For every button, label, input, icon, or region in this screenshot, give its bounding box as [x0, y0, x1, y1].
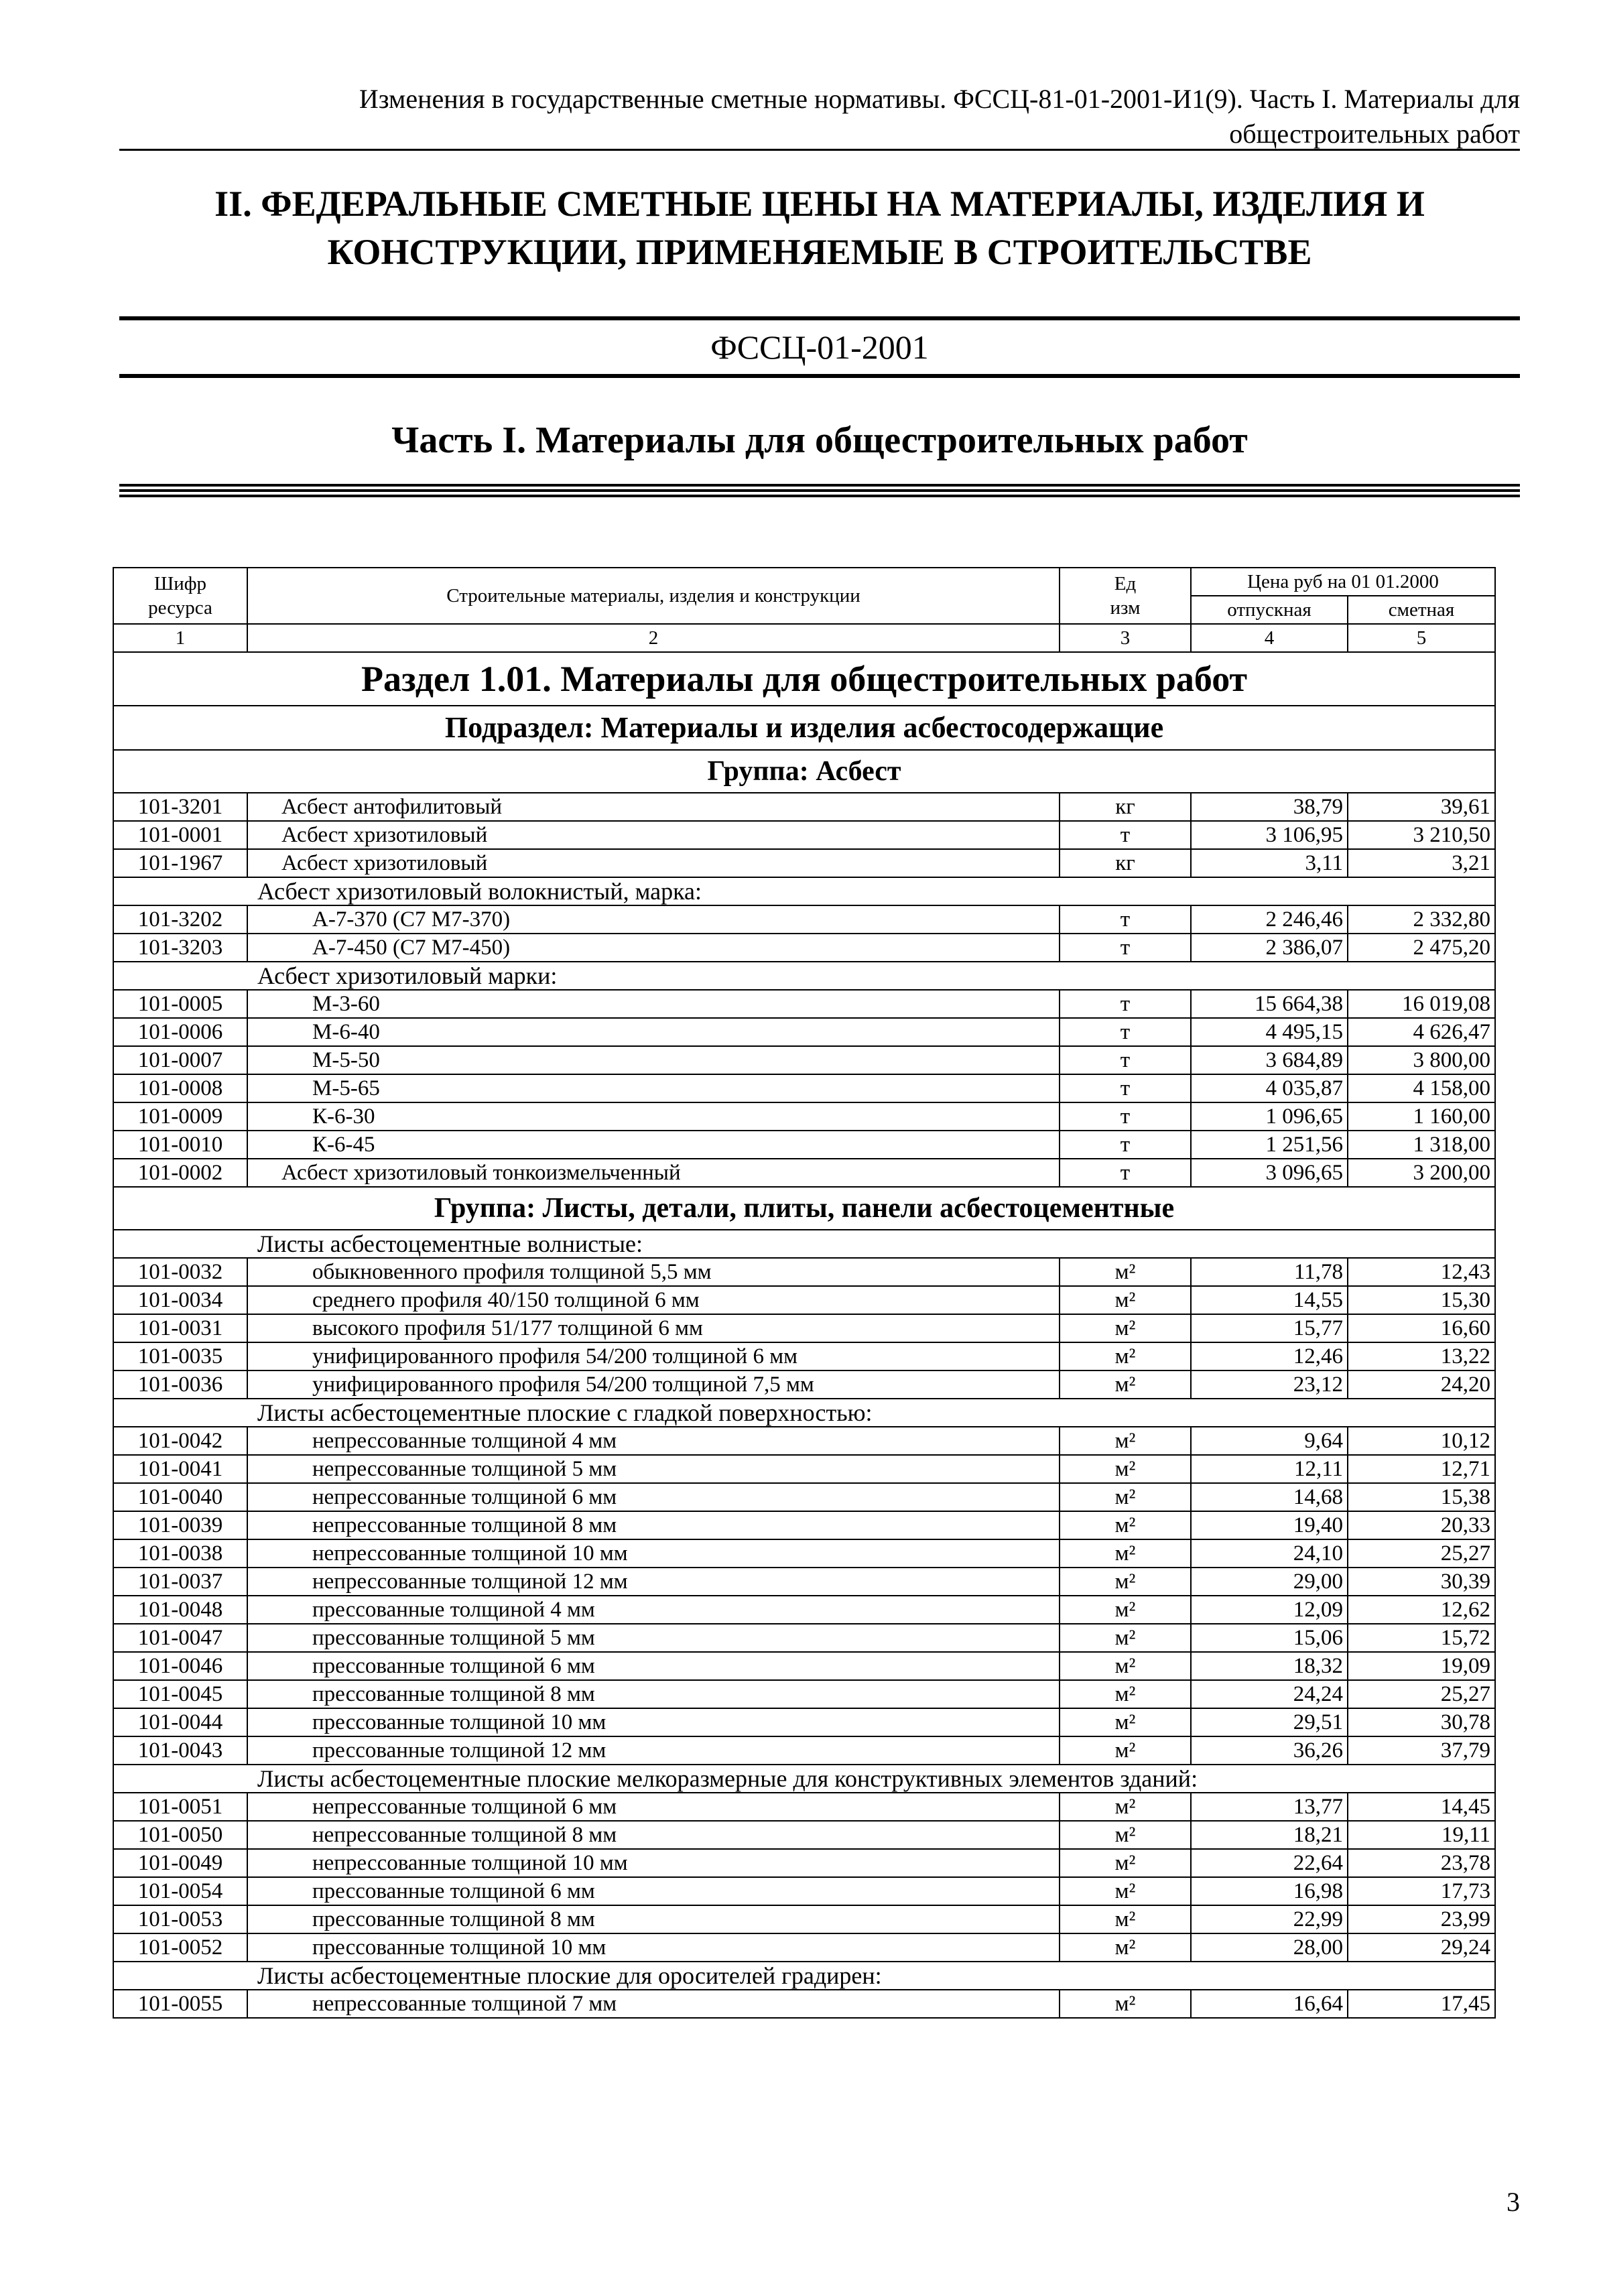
resource-code-cell: 101-1967 — [113, 849, 247, 877]
estimate-price-cell: 3 210,50 — [1348, 821, 1495, 849]
table-row — [113, 990, 1495, 1018]
release-price-cell: 15,06 — [1191, 1624, 1348, 1652]
table-row — [113, 1159, 1495, 1187]
estimate-price-cell: 30,78 — [1348, 1708, 1495, 1736]
table-row — [113, 1933, 1495, 1962]
header-release-price: отпускная — [1191, 596, 1348, 624]
unit-cell: м² — [1060, 1990, 1191, 2018]
unit-cell: т — [1060, 1102, 1191, 1131]
release-price-cell: 16,98 — [1191, 1877, 1348, 1905]
resource-code-cell: 101-0045 — [113, 1680, 247, 1708]
unit-cell: т — [1060, 1018, 1191, 1046]
release-price-cell: 14,68 — [1191, 1483, 1348, 1511]
resource-code-cell: 101-0046 — [113, 1652, 247, 1680]
material-name-cell: А-7-370 (С7 М7-370) — [247, 905, 1060, 934]
material-name-cell: К-6-30 — [247, 1102, 1060, 1131]
table-row — [113, 1539, 1495, 1568]
unit-cell: м² — [1060, 1708, 1191, 1736]
material-name-cell: непрессованные толщиной 7 мм — [247, 1990, 1060, 2018]
material-name-cell: прессованные толщиной 6 мм — [247, 1652, 1060, 1680]
table-row — [113, 1568, 1495, 1596]
unit-cell: т — [1060, 821, 1191, 849]
resource-code-cell: 101-0049 — [113, 1849, 247, 1877]
header-code — [113, 568, 247, 624]
resource-code-cell: 101-3203 — [113, 934, 247, 962]
table-row — [113, 1511, 1495, 1539]
unit-cell: м² — [1060, 1821, 1191, 1849]
table-row — [113, 1877, 1495, 1905]
caption-row — [113, 1230, 1495, 1258]
material-name-cell: Асбест антофилитовый — [247, 793, 1060, 821]
resource-code-cell: 101-0034 — [113, 1286, 247, 1314]
group-row — [113, 750, 1495, 793]
unit-cell: м² — [1060, 1539, 1191, 1568]
unit-cell: т — [1060, 1159, 1191, 1187]
header-estimate-price: сметная — [1348, 596, 1495, 624]
release-price-cell: 29,00 — [1191, 1568, 1348, 1596]
subsection-row — [113, 706, 1495, 750]
release-price-cell: 1 096,65 — [1191, 1102, 1348, 1131]
caption-row — [113, 877, 1495, 905]
price-table — [113, 567, 1496, 2019]
material-name-cell: обыкновенного профиля толщиной 5,5 мм — [247, 1258, 1060, 1286]
material-name-cell: унифицированного профиля 54/200 толщиной 6 мм — [247, 1342, 1060, 1370]
running-head-rule — [119, 149, 1520, 151]
code-title-top-rule — [119, 316, 1520, 320]
release-price-cell: 19,40 — [1191, 1511, 1348, 1539]
unit-cell: м² — [1060, 1624, 1191, 1652]
release-price-cell: 2 246,46 — [1191, 905, 1348, 934]
unit-cell: м² — [1060, 1933, 1191, 1962]
release-price-cell: 36,26 — [1191, 1736, 1348, 1765]
unit-cell: м² — [1060, 1314, 1191, 1342]
table-row — [113, 1708, 1495, 1736]
unit-cell: м² — [1060, 1877, 1191, 1905]
estimate-price-cell: 15,72 — [1348, 1624, 1495, 1652]
unit-cell: т — [1060, 1131, 1191, 1159]
table-row — [113, 934, 1495, 962]
table-body — [113, 652, 1495, 2018]
resource-code-cell: 101-0037 — [113, 1568, 247, 1596]
table-row — [113, 1455, 1495, 1483]
material-name-cell: прессованные толщиной 10 мм — [247, 1708, 1060, 1736]
estimate-price-cell: 19,11 — [1348, 1821, 1495, 1849]
group-heading: Группа: Листы, детали, плиты, панели асбестоцементные — [113, 1187, 1495, 1230]
unit-cell: м² — [1060, 1370, 1191, 1399]
unit-cell: кг — [1060, 849, 1191, 877]
unit-cell: м² — [1060, 1258, 1191, 1286]
resource-code-cell: 101-0047 — [113, 1624, 247, 1652]
table-header — [113, 568, 1495, 652]
table-row — [113, 1793, 1495, 1821]
table-row — [113, 1680, 1495, 1708]
estimate-price-cell: 3,21 — [1348, 849, 1495, 877]
resource-code-cell: 101-3201 — [113, 793, 247, 821]
estimate-price-cell: 1 160,00 — [1348, 1102, 1495, 1131]
col-number-4: 4 — [1191, 624, 1348, 652]
estimate-price-cell: 17,45 — [1348, 1990, 1495, 2018]
table-row — [113, 1258, 1495, 1286]
resource-code-cell: 101-0050 — [113, 1821, 247, 1849]
resource-code-cell: 101-0035 — [113, 1342, 247, 1370]
table-row — [113, 1286, 1495, 1314]
section-title — [119, 180, 1520, 276]
caption-text: Листы асбестоцементные плоские с гладкой поверхностью: — [113, 1399, 1495, 1427]
estimate-price-cell: 20,33 — [1348, 1511, 1495, 1539]
unit-cell: м² — [1060, 1793, 1191, 1821]
material-name-cell: Асбест хризотиловый — [247, 821, 1060, 849]
resource-code-cell: 101-0048 — [113, 1596, 247, 1624]
material-name-cell: непрессованные толщиной 8 мм — [247, 1821, 1060, 1849]
unit-cell: кг — [1060, 793, 1191, 821]
material-name-cell: прессованные толщиной 8 мм — [247, 1905, 1060, 1933]
header-unit-line2: изм — [1110, 597, 1141, 619]
table-row — [113, 821, 1495, 849]
col-number-5: 5 — [1348, 624, 1495, 652]
estimate-price-cell: 23,78 — [1348, 1849, 1495, 1877]
col-number-2: 2 — [247, 624, 1060, 652]
caption-row — [113, 1962, 1495, 1990]
release-price-cell: 9,64 — [1191, 1427, 1348, 1455]
estimate-price-cell: 15,30 — [1348, 1286, 1495, 1314]
unit-cell: м² — [1060, 1905, 1191, 1933]
material-name-cell: непрессованные толщиной 12 мм — [247, 1568, 1060, 1596]
material-name-cell: непрессованные толщиной 10 мм — [247, 1849, 1060, 1877]
unit-cell: т — [1060, 934, 1191, 962]
caption-text: Асбест хризотиловый волокнистый, марка: — [113, 877, 1495, 905]
estimate-price-cell: 14,45 — [1348, 1793, 1495, 1821]
release-price-cell: 29,51 — [1191, 1708, 1348, 1736]
section-row — [113, 652, 1495, 706]
unit-cell: м² — [1060, 1568, 1191, 1596]
caption-text: Листы асбестоцементные волнистые: — [113, 1230, 1495, 1258]
resource-code-cell: 101-0053 — [113, 1905, 247, 1933]
material-name-cell: унифицированного профиля 54/200 толщиной 7,5 мм — [247, 1370, 1060, 1399]
release-price-cell: 3 684,89 — [1191, 1046, 1348, 1074]
table-row — [113, 849, 1495, 877]
caption-row — [113, 962, 1495, 990]
material-name-cell: непрессованные толщиной 8 мм — [247, 1511, 1060, 1539]
table-row — [113, 1314, 1495, 1342]
resource-code-cell: 101-0007 — [113, 1046, 247, 1074]
subsection-heading: Подраздел: Материалы и изделия асбестосодержащие — [113, 706, 1495, 750]
release-price-cell: 22,99 — [1191, 1905, 1348, 1933]
unit-cell: м² — [1060, 1849, 1191, 1877]
resource-code-cell: 101-0055 — [113, 1990, 247, 2018]
section-title-line2: КОНСТРУКЦИИ, ПРИМЕНЯЕМЫЕ В СТРОИТЕЛЬСТВЕ — [327, 232, 1312, 272]
estimate-price-cell: 23,99 — [1348, 1905, 1495, 1933]
running-head — [119, 82, 1520, 151]
material-name-cell: высокого профиля 51/177 толщиной 6 мм — [247, 1314, 1060, 1342]
table-row — [113, 1427, 1495, 1455]
table-row — [113, 1018, 1495, 1046]
header-code-line1: Шифр — [153, 573, 207, 594]
part-title-rule-1 — [119, 484, 1520, 487]
resource-code-cell: 101-0043 — [113, 1736, 247, 1765]
unit-cell: т — [1060, 905, 1191, 934]
estimate-price-cell: 17,73 — [1348, 1877, 1495, 1905]
code-title-bottom-rule — [119, 374, 1520, 378]
table-row — [113, 1652, 1495, 1680]
col-number-1: 1 — [113, 624, 247, 652]
material-name-cell: М-3-60 — [247, 990, 1060, 1018]
estimate-price-cell: 13,22 — [1348, 1342, 1495, 1370]
header-code-line2: ресурса — [148, 597, 212, 619]
material-name-cell: прессованные толщиной 12 мм — [247, 1736, 1060, 1765]
material-name-cell: непрессованные толщиной 4 мм — [247, 1427, 1060, 1455]
col-number-3: 3 — [1060, 624, 1191, 652]
resource-code-cell: 101-0038 — [113, 1539, 247, 1568]
unit-cell: т — [1060, 1046, 1191, 1074]
estimate-price-cell: 24,20 — [1348, 1370, 1495, 1399]
resource-code-cell: 101-0032 — [113, 1258, 247, 1286]
resource-code-cell: 101-0008 — [113, 1074, 247, 1102]
release-price-cell: 12,46 — [1191, 1342, 1348, 1370]
material-name-cell: А-7-450 (С7 М7-450) — [247, 934, 1060, 962]
estimate-price-cell: 19,09 — [1348, 1652, 1495, 1680]
resource-code-cell: 101-0031 — [113, 1314, 247, 1342]
table-row — [113, 1736, 1495, 1765]
resource-code-cell: 101-0039 — [113, 1511, 247, 1539]
resource-code-cell: 101-0005 — [113, 990, 247, 1018]
material-name-cell: непрессованные толщиной 5 мм — [247, 1455, 1060, 1483]
estimate-price-cell: 10,12 — [1348, 1427, 1495, 1455]
material-name-cell: М-5-65 — [247, 1074, 1060, 1102]
running-head-line1: Изменения в государственные сметные нормативы. ФССЦ-81-01-2001-И1(9). Часть I. Материалы для — [359, 84, 1520, 114]
resource-code-cell: 101-0010 — [113, 1131, 247, 1159]
header-unit-line1: Ед — [1114, 573, 1137, 594]
estimate-price-cell: 4 626,47 — [1348, 1018, 1495, 1046]
unit-cell: м² — [1060, 1680, 1191, 1708]
estimate-price-cell: 29,24 — [1348, 1933, 1495, 1962]
resource-code-cell: 101-0002 — [113, 1159, 247, 1187]
release-price-cell: 24,24 — [1191, 1680, 1348, 1708]
table-row — [113, 1624, 1495, 1652]
estimate-price-cell: 25,27 — [1348, 1680, 1495, 1708]
estimate-price-cell: 15,38 — [1348, 1483, 1495, 1511]
table-row — [113, 1821, 1495, 1849]
header-name: Строительные материалы, изделия и конструкции — [247, 568, 1060, 624]
material-name-cell: Асбест хризотиловый — [247, 849, 1060, 877]
table-row — [113, 1370, 1495, 1399]
release-price-cell: 1 251,56 — [1191, 1131, 1348, 1159]
release-price-cell: 15 664,38 — [1191, 990, 1348, 1018]
material-name-cell: прессованные толщиной 5 мм — [247, 1624, 1060, 1652]
estimate-price-cell: 3 800,00 — [1348, 1046, 1495, 1074]
resource-code-cell: 101-0009 — [113, 1102, 247, 1131]
table-row — [113, 793, 1495, 821]
resource-code-cell: 101-0041 — [113, 1455, 247, 1483]
resource-code-cell: 101-0044 — [113, 1708, 247, 1736]
release-price-cell: 22,64 — [1191, 1849, 1348, 1877]
material-name-cell: М-5-50 — [247, 1046, 1060, 1074]
estimate-price-cell: 12,43 — [1348, 1258, 1495, 1286]
release-price-cell: 3 096,65 — [1191, 1159, 1348, 1187]
group-heading: Группа: Асбест — [113, 750, 1495, 793]
caption-text: Листы асбестоцементные плоские для оросителей градирен: — [113, 1962, 1495, 1990]
resource-code-cell: 101-0040 — [113, 1483, 247, 1511]
table-row — [113, 1483, 1495, 1511]
part-title-rule-3 — [119, 495, 1520, 497]
page-number: 3 — [1507, 2187, 1520, 2217]
resource-code-cell: 101-0051 — [113, 1793, 247, 1821]
estimate-price-cell: 25,27 — [1348, 1539, 1495, 1568]
material-name-cell: непрессованные толщиной 6 мм — [247, 1793, 1060, 1821]
header-unit — [1060, 568, 1191, 624]
table-row — [113, 1131, 1495, 1159]
material-name-cell: прессованные толщиной 8 мм — [247, 1680, 1060, 1708]
material-name-cell: непрессованные толщиной 10 мм — [247, 1539, 1060, 1568]
estimate-price-cell: 2 332,80 — [1348, 905, 1495, 934]
unit-cell: м² — [1060, 1652, 1191, 1680]
caption-row — [113, 1399, 1495, 1427]
estimate-price-cell: 12,71 — [1348, 1455, 1495, 1483]
release-price-cell: 15,77 — [1191, 1314, 1348, 1342]
material-name-cell: М-6-40 — [247, 1018, 1060, 1046]
table-row — [113, 1905, 1495, 1933]
estimate-price-cell: 12,62 — [1348, 1596, 1495, 1624]
price-table-wrap — [113, 567, 1494, 2019]
release-price-cell: 3 106,95 — [1191, 821, 1348, 849]
section-title-line1: II. ФЕДЕРАЛЬНЫЕ СМЕТНЫЕ ЦЕНЫ НА МАТЕРИАЛЫ, ИЗДЕЛИЯ И — [214, 184, 1425, 224]
table-row — [113, 1342, 1495, 1370]
table-row — [113, 1102, 1495, 1131]
table-row — [113, 1849, 1495, 1877]
unit-cell: т — [1060, 990, 1191, 1018]
part-title: Часть I. Материалы для общестроительных работ — [391, 420, 1248, 461]
material-name-cell: К-6-45 — [247, 1131, 1060, 1159]
estimate-price-cell: 37,79 — [1348, 1736, 1495, 1765]
table-row — [113, 1990, 1495, 2018]
release-price-cell: 2 386,07 — [1191, 934, 1348, 962]
material-name-cell: среднего профиля 40/150 толщиной 6 мм — [247, 1286, 1060, 1314]
estimate-price-cell: 39,61 — [1348, 793, 1495, 821]
table-row — [113, 905, 1495, 934]
material-name-cell: прессованные толщиной 4 мм — [247, 1596, 1060, 1624]
release-price-cell: 28,00 — [1191, 1933, 1348, 1962]
table-row — [113, 1074, 1495, 1102]
running-head-line2: общестроительных работ — [1229, 119, 1520, 149]
caption-text: Листы асбестоцементные плоские мелкоразмерные для конструктивных элементов зданий: — [113, 1765, 1495, 1793]
release-price-cell: 11,78 — [1191, 1258, 1348, 1286]
resource-code-cell: 101-0036 — [113, 1370, 247, 1399]
unit-cell: т — [1060, 1074, 1191, 1102]
release-price-cell: 23,12 — [1191, 1370, 1348, 1399]
material-name-cell: прессованные толщиной 10 мм — [247, 1933, 1060, 1962]
release-price-cell: 24,10 — [1191, 1539, 1348, 1568]
release-price-cell: 18,32 — [1191, 1652, 1348, 1680]
resource-code-cell: 101-0042 — [113, 1427, 247, 1455]
material-name-cell: прессованные толщиной 6 мм — [247, 1877, 1060, 1905]
caption-text: Асбест хризотиловый марки: — [113, 962, 1495, 990]
table-row — [113, 1596, 1495, 1624]
unit-cell: м² — [1060, 1596, 1191, 1624]
unit-cell: м² — [1060, 1483, 1191, 1511]
header-price: Цена руб на 01 01.2000 — [1191, 568, 1495, 596]
group-row — [113, 1187, 1495, 1230]
material-name-cell: Асбест хризотиловый тонкоизмельченный — [247, 1159, 1060, 1187]
estimate-price-cell: 3 200,00 — [1348, 1159, 1495, 1187]
estimate-price-cell: 16 019,08 — [1348, 990, 1495, 1018]
resource-code-cell: 101-3202 — [113, 905, 247, 934]
unit-cell: м² — [1060, 1427, 1191, 1455]
table-row — [113, 1046, 1495, 1074]
release-price-cell: 12,11 — [1191, 1455, 1348, 1483]
release-price-cell: 13,77 — [1191, 1793, 1348, 1821]
estimate-price-cell: 4 158,00 — [1348, 1074, 1495, 1102]
release-price-cell: 12,09 — [1191, 1596, 1348, 1624]
resource-code-cell: 101-0054 — [113, 1877, 247, 1905]
unit-cell: м² — [1060, 1455, 1191, 1483]
release-price-cell: 38,79 — [1191, 793, 1348, 821]
release-price-cell: 4 035,87 — [1191, 1074, 1348, 1102]
section-heading: Раздел 1.01. Материалы для общестроительных работ — [113, 652, 1495, 706]
release-price-cell: 16,64 — [1191, 1990, 1348, 2018]
estimate-price-cell: 1 318,00 — [1348, 1131, 1495, 1159]
caption-row — [113, 1765, 1495, 1793]
estimate-price-cell: 16,60 — [1348, 1314, 1495, 1342]
unit-cell: м² — [1060, 1286, 1191, 1314]
resource-code-cell: 101-0006 — [113, 1018, 247, 1046]
release-price-cell: 3,11 — [1191, 849, 1348, 877]
material-name-cell: непрессованные толщиной 6 мм — [247, 1483, 1060, 1511]
release-price-cell: 14,55 — [1191, 1286, 1348, 1314]
unit-cell: м² — [1060, 1342, 1191, 1370]
estimate-price-cell: 30,39 — [1348, 1568, 1495, 1596]
unit-cell: м² — [1060, 1736, 1191, 1765]
part-title-rule-2 — [119, 489, 1520, 492]
estimate-price-cell: 2 475,20 — [1348, 934, 1495, 962]
release-price-cell: 18,21 — [1191, 1821, 1348, 1849]
code-title: ФССЦ-01-2001 — [710, 328, 929, 366]
resource-code-cell: 101-0052 — [113, 1933, 247, 1962]
release-price-cell: 4 495,15 — [1191, 1018, 1348, 1046]
resource-code-cell: 101-0001 — [113, 821, 247, 849]
unit-cell: м² — [1060, 1511, 1191, 1539]
